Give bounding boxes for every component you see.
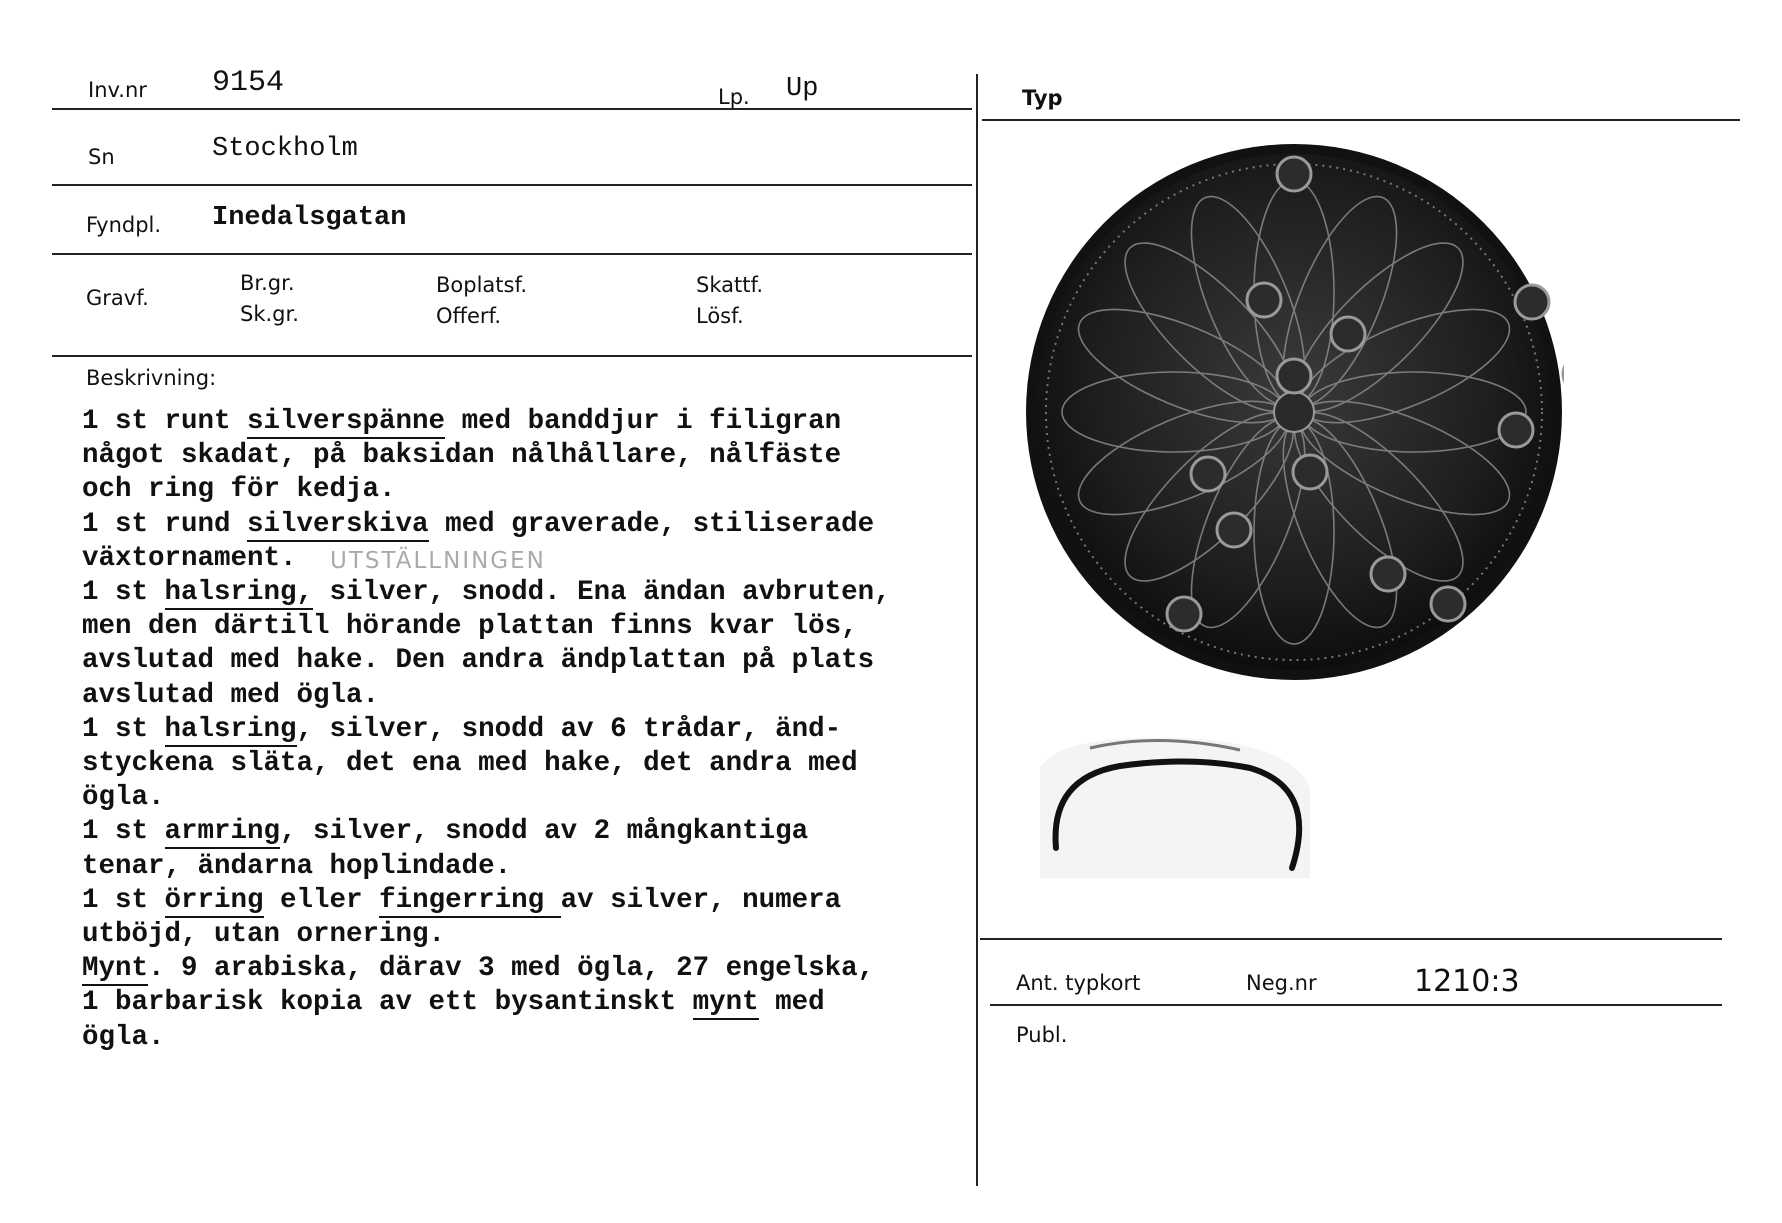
- underlined-term: halsring,: [164, 577, 314, 609]
- brooch-stud: [1277, 157, 1311, 191]
- description-line: [82, 610, 891, 644]
- description-segment: avslutad med ögla.: [82, 679, 380, 711]
- description-segment: tenar, ändarna hoplindade.: [82, 850, 512, 882]
- description-line: [82, 918, 891, 952]
- description-line: [82, 405, 891, 439]
- ant-typkort-label: Ant. typkort: [1016, 971, 1141, 995]
- publ-label: Publ.: [1016, 1023, 1068, 1047]
- gravf-label: Gravf.: [86, 286, 149, 310]
- rule-inv: [52, 108, 972, 110]
- underlined-term: silverspänne: [247, 406, 446, 437]
- description-segment: 1 st: [82, 816, 165, 848]
- brooch-stud: [1167, 597, 1201, 631]
- underlined-term: halsring: [164, 713, 297, 745]
- description-line: [82, 884, 891, 918]
- description-line: [82, 747, 891, 781]
- description-line: [82, 508, 891, 542]
- brooch-stud: [1371, 557, 1405, 591]
- offerf-label: Offerf.: [436, 304, 502, 328]
- description-segment: med graverade, stiliserade: [428, 508, 875, 540]
- description-segment: , silver, snodd av 6 trådar, änd-: [296, 713, 842, 745]
- description-segment: 1 st: [82, 884, 165, 916]
- inv-value: 9154: [212, 66, 285, 100]
- fyndpl-label: Fyndpl.: [86, 213, 162, 237]
- description-segment: något skadat, på baksidan nålhållare, nålfäste: [82, 440, 842, 472]
- description-segment: styckena släta, det ena med hake, det andra med: [82, 748, 858, 780]
- description-segment: ögla.: [82, 1021, 165, 1053]
- brooch-stud: [1293, 455, 1327, 489]
- underlined-term: mynt: [692, 987, 759, 1019]
- brooch-stud: [1431, 587, 1465, 621]
- description-segment: silver, snodd. Ena ändan avbruten,: [313, 577, 891, 609]
- negnr-label: Neg.nr: [1246, 971, 1317, 995]
- description-segment: . 9 arabiska, därav 3 med ögla, 27 engelska,: [148, 953, 875, 985]
- description-line: [82, 473, 891, 507]
- negnr-value: 1210:3: [1414, 964, 1520, 999]
- description-line: [82, 1021, 891, 1055]
- description-segment: med: [758, 987, 825, 1019]
- rule-ant: [980, 938, 1722, 940]
- description-line: [82, 439, 891, 473]
- description-segment: av silver, numera: [560, 884, 842, 916]
- typ-label: Typ: [1022, 86, 1063, 110]
- rule-fyndpl: [52, 253, 972, 255]
- description-line: [82, 679, 891, 713]
- description-segment: eller: [263, 884, 380, 916]
- column-divider: [976, 74, 978, 1186]
- description-segment: och ring för kedja.: [82, 474, 396, 506]
- description-segment: med banddjur i filigran: [445, 406, 842, 437]
- ring-photo: [1030, 728, 1320, 888]
- underlined-term: silverskiva: [247, 508, 429, 540]
- underlined-term: fingerring: [379, 884, 561, 916]
- brooch-stud: [1331, 317, 1365, 351]
- description-line: [82, 986, 891, 1020]
- sn-value: Stockholm: [212, 134, 358, 164]
- description-segment: men den därtill hörande plattan finns kvar lös,: [82, 611, 858, 643]
- rule-sn: [52, 184, 972, 186]
- description-line: [82, 576, 891, 610]
- skgr-label: Sk.gr.: [240, 302, 299, 326]
- underlined-term: Mynt: [82, 953, 149, 985]
- brgr-label: Br.gr.: [240, 271, 295, 295]
- description-line: [82, 781, 891, 815]
- description-segment: avslutad med hake. Den andra ändplattan på plats: [82, 645, 875, 677]
- description-segment: 1 st: [82, 713, 165, 745]
- rule-publ: [990, 1004, 1722, 1006]
- brooch-photo: [1024, 134, 1564, 690]
- rule-typ: [982, 119, 1740, 121]
- description-segment: ögla.: [82, 782, 165, 814]
- skattf-label: Skattf.: [696, 273, 763, 297]
- description-segment: 1 barbarisk kopia av ett bysantinskt: [82, 987, 693, 1019]
- lp-label: Lp.: [718, 85, 750, 109]
- sn-label: Sn: [88, 145, 115, 169]
- description-segment: 1 st: [82, 577, 165, 609]
- inv-label: Inv.nr: [88, 78, 147, 102]
- description-segment: 1 st runt: [82, 406, 248, 437]
- description-segment: , silver, snodd av 2 mångkantiga: [280, 816, 809, 848]
- brooch-stud: [1247, 283, 1281, 317]
- description-line: [82, 850, 891, 884]
- card-edge-right: [1746, 0, 1782, 1223]
- description-segment: 1 st rund: [82, 508, 248, 540]
- description-line: [82, 952, 891, 986]
- rule-gravf: [52, 355, 972, 357]
- brooch-stud: [1515, 285, 1549, 319]
- description-label: Beskrivning:: [86, 366, 217, 390]
- description-text: [82, 405, 891, 1055]
- underlined-term: armring: [164, 816, 281, 848]
- description-line: [82, 644, 891, 678]
- underlined-term: örring: [164, 884, 264, 916]
- brooch-stud: [1563, 357, 1564, 391]
- description-segment: växtornament.: [82, 542, 297, 574]
- fyndpl-value: Inedalsgatan: [212, 203, 407, 233]
- brooch-stud: [1191, 457, 1225, 491]
- brooch-stud: [1277, 359, 1311, 393]
- handwritten-note: UTSTÄLLNINGEN: [330, 548, 546, 574]
- boplatsf-label: Boplatsf.: [436, 273, 528, 297]
- description-line: [82, 815, 891, 849]
- description-segment: utböjd, utan ornering.: [82, 919, 446, 951]
- brooch-stud: [1217, 513, 1251, 547]
- card-edge-bottom: [0, 1203, 1782, 1223]
- lp-value: Up: [786, 74, 819, 104]
- losf-label: Lösf.: [696, 304, 744, 328]
- description-line: [82, 713, 891, 747]
- brooch-stud: [1499, 413, 1533, 447]
